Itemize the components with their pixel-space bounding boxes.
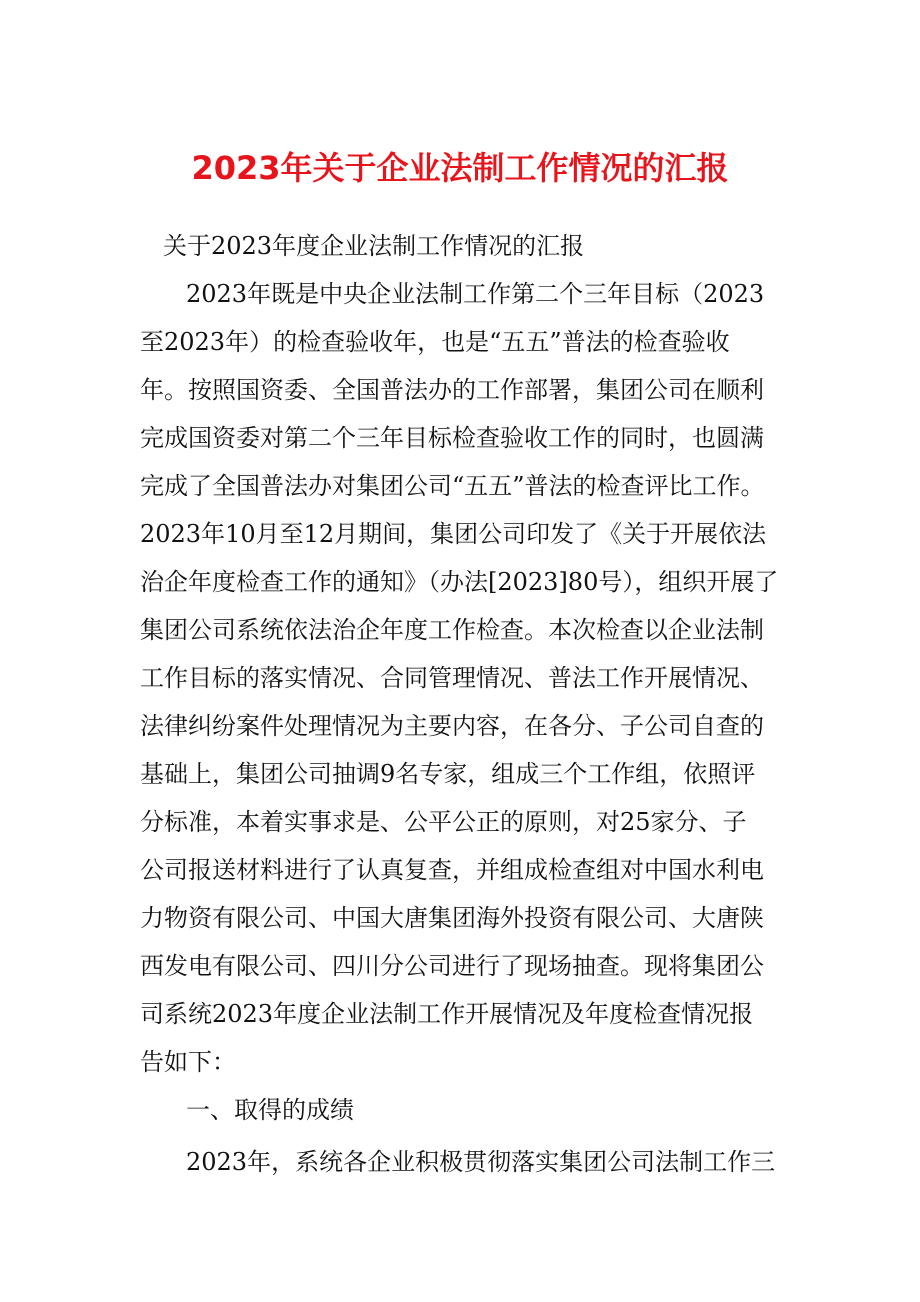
paragraph-line: 法律纠纷案件处理情况为主要内容，在各分、子公司自查的 bbox=[140, 712, 764, 740]
document-title: 2023年关于企业法制工作情况的汇报 bbox=[191, 149, 729, 187]
paragraph-line: 完成了全国普法办对集团公司“五五”普法的检查评比工作。 bbox=[140, 472, 765, 500]
paragraph-line: 工作目标的落实情况、合同管理情况、普法工作开展情况、 bbox=[140, 664, 764, 692]
paragraph-line: 2023年，系统各企业积极贯彻落实集团公司法制工作三 bbox=[186, 1148, 776, 1176]
document-subtitle: 关于2023年度企业法制工作情况的汇报 bbox=[163, 232, 585, 260]
paragraph-line: 2023年10月至12月期间，集团公司印发了《关于开展依法 bbox=[140, 520, 767, 548]
paragraph-line: 完成国资委对第二个三年目标检查验收工作的同时，也圆满 bbox=[140, 424, 764, 452]
paragraph-line: 治企年度检查工作的通知》（办法[2023]80号），组织开展了 bbox=[140, 568, 779, 596]
paragraph-line: 基础上，集团公司抽调9名专家，组成三个工作组，依照评 bbox=[140, 760, 756, 788]
section-heading: 一、取得的成绩 bbox=[186, 1096, 354, 1124]
paragraph-line: 分标准，本着实事求是、公平公正的原则，对25家分、子 bbox=[140, 808, 747, 836]
paragraph-line: 告如下： bbox=[140, 1048, 236, 1076]
paragraph-line: 集团公司系统依法治企年度工作检查。本次检查以企业法制 bbox=[140, 616, 764, 644]
paragraph-line: 年。按照国资委、全国普法办的工作部署，集团公司在顺利 bbox=[140, 376, 764, 404]
paragraph-line: 司系统2023年度企业法制工作开展情况及年度检查情况报 bbox=[140, 1000, 754, 1028]
paragraph-line: 2023年既是中央企业法制工作第二个三年目标（2023 bbox=[186, 280, 765, 308]
paragraph-line: 力物资有限公司、中国大唐集团海外投资有限公司、大唐陕 bbox=[140, 904, 764, 932]
paragraph-line: 公司报送材料进行了认真复查，并组成检查组对中国水利电 bbox=[140, 856, 764, 884]
paragraph-line: 西发电有限公司、四川分公司进行了现场抽查。现将集团公 bbox=[140, 952, 764, 980]
paragraph-line: 至2023年）的检查验收年，也是“五五”普法的检查验收 bbox=[140, 328, 730, 356]
